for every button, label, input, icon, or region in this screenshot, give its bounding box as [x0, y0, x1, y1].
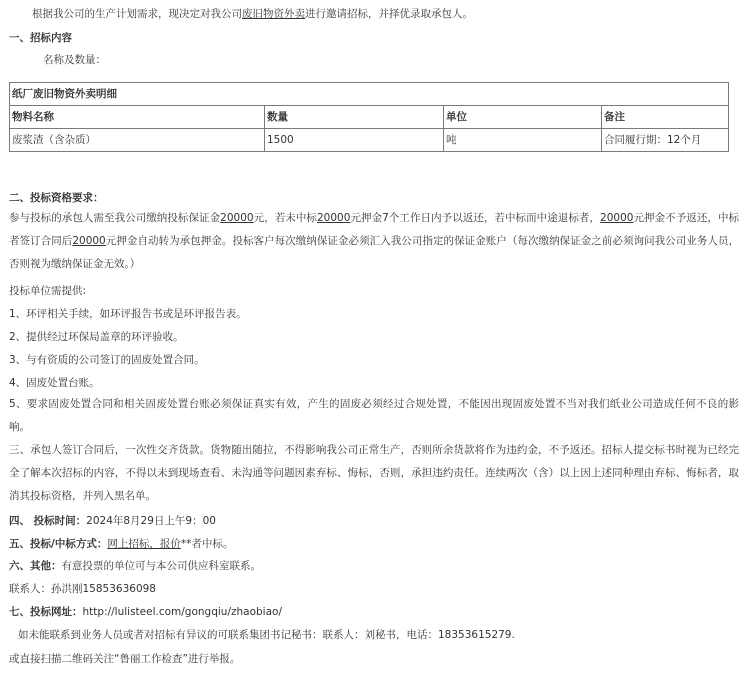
cell-remark: 合同履行期：12个月 [602, 129, 729, 152]
list-item: 1、环评相关手续，如环评报告书或是环评报告表。 [9, 308, 247, 320]
section-5-heading: 五、投标/中标方式： [9, 538, 108, 550]
deposit-text-2: 元，若未中标 [253, 212, 317, 224]
section-5-line [9, 537, 739, 551]
section-3-paragraph: 三、承包人签订合同后，一次性交齐货款。货物随出随拉，不得影响我公司正常生产，否则所余货款将作为违约金，不予返还。招标人提交标书时视为已经完全了解本次招标的内容，不得以未到现场查看、未沟通等问题因素弃标、悔标，否则，承担违约责任。连续两次（含）以上因上述同种理由弃标、悔标者，取消其投标资格，并列入黑名单。 [9, 444, 739, 503]
deposit-amount: 20000 [600, 212, 634, 224]
section-2-heading: 二、投标资格要求： [9, 192, 104, 204]
section-4-heading: 四、 投标时间： [9, 515, 87, 527]
section-4-line [9, 514, 739, 528]
bid-url-link[interactable]: http://lulisteel.com/gongqiu/zhaobiao/ [82, 606, 282, 618]
deposit-text-1: 参与投标的承包人需至我公司缴纳投标保证金 [9, 212, 221, 224]
header-unit: 单位 [444, 106, 602, 129]
cell-material: 废浆渣（含杂质） [10, 129, 265, 152]
section-7-heading: 七、投标网址： [9, 606, 83, 618]
header-remark: 备注 [602, 106, 729, 129]
list-item: 2、提供经过环保局盖章的环评验收。 [9, 331, 184, 343]
table-caption-row [10, 83, 729, 106]
section-6-line [9, 559, 739, 573]
deposit-text-3: 元押金7个工作日内予以返还，若中标而中途退标者， [350, 212, 601, 224]
bid-method-text: **者中标。 [180, 538, 234, 550]
list-item: 3、与有资质的公司签订的固废处置合同。 [9, 354, 205, 366]
cell-quantity: 1500 [265, 129, 444, 152]
cell-unit: 吨 [444, 129, 602, 152]
scrap-table [9, 82, 729, 152]
header-material: 物料名称 [10, 106, 265, 129]
contact-person: 联系人：孙洪刚15853636098 [9, 583, 156, 595]
intro-paragraph [32, 7, 739, 21]
other-text: 有意投票的单位可与本公司供应科室联系。 [61, 560, 261, 572]
header-quantity: 数量 [265, 106, 444, 129]
table-row [10, 129, 729, 152]
section-1-heading: 一、招标内容 [9, 32, 72, 44]
secretary-contact: 如未能联系到业务人员或者对招标有异议的可联系集团书记秘书：联系人：刘秘书，电话：18353615279. [18, 629, 515, 641]
intro-text: 根据我公司的生产计划需求，现决定对我公司 [32, 8, 242, 20]
section-7-line [9, 605, 739, 619]
deposit-amount: 20000 [72, 235, 106, 248]
online-bid-link[interactable]: 网上招标，报价 [107, 538, 181, 550]
list-item: 5、要求固废处置合同和相关固废处置台账必须保证真实有效，产生的固废必须经过合规处置，不能因出现固废处置不当对我们纸业公司造成任何不良的影响。 [9, 398, 739, 434]
table-header-row [10, 106, 729, 129]
scrap-sale-link[interactable]: 废旧物资外卖 [242, 8, 305, 20]
deposit-paragraph [9, 207, 739, 277]
scan-report: 或直接扫描二维码关注“鲁丽工作检查”进行举报。 [9, 653, 241, 665]
intro-text-end: 进行邀请招标，并择优录取承包人。 [305, 8, 473, 20]
list-item: 4、固废处置台账。 [9, 377, 100, 389]
bid-time: 2024年8月29日上午9：00 [86, 515, 216, 527]
deposit-text-5: 元押金自动转为承包押金。投标客户每次缴纳保证金必须汇入我公司指定的保证金账户（每次缴纳保证金之前必须询问我公司业务人员，否则视为缴纳保证金无效。） [9, 235, 739, 271]
deposit-amount: 20000 [220, 212, 254, 224]
table-caption: 纸厂废旧物资外卖明细 [10, 83, 729, 106]
section-1-subtitle: 名称及数量： [43, 54, 106, 66]
section-6-heading: 六、其他： [9, 560, 62, 572]
deposit-amount: 20000 [316, 212, 351, 224]
provide-label: 投标单位需提供: [9, 285, 87, 297]
deposit-text-4: 元押金不予返还，中标者签订合同后 [9, 212, 740, 248]
